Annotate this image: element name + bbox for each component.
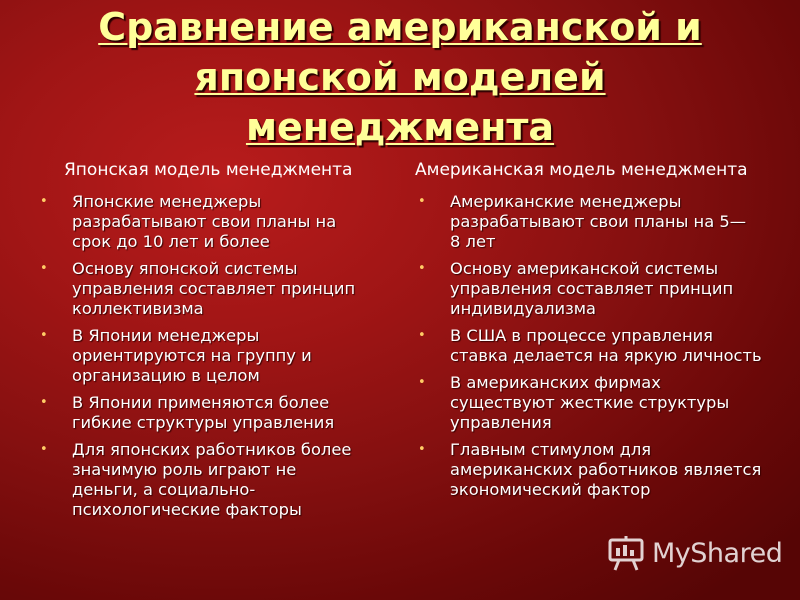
bullet-icon: • (40, 442, 48, 457)
bullet-item (410, 259, 790, 319)
bullet-item (410, 373, 790, 433)
american-model-column (410, 160, 790, 507)
bullet-text-line: 8 лет (450, 232, 496, 251)
bullet-item (32, 259, 392, 319)
bullet-item (410, 440, 790, 500)
bullet-text-line: гибкие структуры управления (72, 413, 335, 432)
bullet-text-line: В США в процессе управления (450, 326, 713, 345)
bullet-text-line: ориентируются на группу и (72, 346, 312, 365)
bullet-text-line: ставка делается на яркую личность (450, 346, 762, 365)
bullet-text-line: управления составляет принцип (72, 279, 356, 298)
bullet-text-line: управления (450, 413, 552, 432)
bullet-text-line: Японские менеджеры (72, 192, 262, 211)
bullet-text-line: Главным стимулом для (450, 440, 652, 459)
bullet-text-line: Американские менеджеры (450, 192, 682, 211)
bullet-text-line: разрабатывают свои планы на (72, 212, 337, 231)
slide-title-line: Сравнение американской и (98, 5, 702, 49)
bullet-text-line: экономический фактор (450, 480, 651, 499)
bullet-text-line: Основу американской системы (450, 259, 719, 278)
bullet-text-line: существуют жесткие структуры (450, 393, 730, 412)
bullet-text-line: Для японских работников более (72, 440, 352, 459)
watermark-text: MyShared (652, 538, 783, 569)
bullet-text-line: В американских фирмах (450, 373, 661, 392)
bullet-text-line: психологические факторы (72, 500, 302, 519)
presentation-board-icon (606, 534, 646, 574)
bullet-icon: • (418, 375, 426, 390)
bullet-text-line: организацию в целом (72, 366, 260, 385)
american-model-heading: Американская модель менеджмента (415, 160, 748, 180)
bullet-icon: • (40, 261, 48, 276)
slide-title-line: японской моделей (194, 55, 606, 99)
bullet-icon: • (40, 328, 48, 343)
bullet-item (410, 326, 790, 366)
bullet-text-line: В Японии применяются более (72, 393, 330, 412)
slide-title-line: менеджмента (245, 105, 555, 149)
bullet-text-line: деньги, а социально- (72, 480, 256, 499)
bullet-item (32, 440, 392, 520)
bullet-text-line: Основу японской системы (72, 259, 298, 278)
myshared-watermark (606, 532, 782, 576)
bullet-text-line: разрабатывают свои планы на 5— (450, 212, 746, 231)
bullet-text-line: значимую роль играют не (72, 460, 297, 479)
bullet-text-line: индивидуализма (450, 299, 597, 318)
bullet-item (32, 192, 392, 252)
bullet-icon: • (418, 194, 426, 209)
bullet-text-line: В Японии менеджеры (72, 326, 260, 345)
japanese-model-list (32, 192, 392, 520)
bullet-text-line: срок до 10 лет и более (72, 232, 270, 251)
japanese-model-column (32, 160, 392, 527)
bullet-icon: • (40, 194, 48, 209)
bullet-icon: • (418, 261, 426, 276)
bullet-item (410, 192, 790, 252)
bullet-icon: • (418, 442, 426, 457)
bullet-icon: • (418, 328, 426, 343)
bullet-text-line: американских работников является (450, 460, 762, 479)
bullet-item (32, 326, 392, 386)
bullet-text-line: управления составляет принцип (450, 279, 734, 298)
american-model-list (410, 192, 790, 500)
bullet-item (32, 393, 392, 433)
bullet-icon: • (40, 395, 48, 410)
slide-title (0, 2, 800, 152)
japanese-model-heading: Японская модель менеджмента (64, 160, 353, 180)
bullet-text-line: коллективизма (72, 299, 204, 318)
